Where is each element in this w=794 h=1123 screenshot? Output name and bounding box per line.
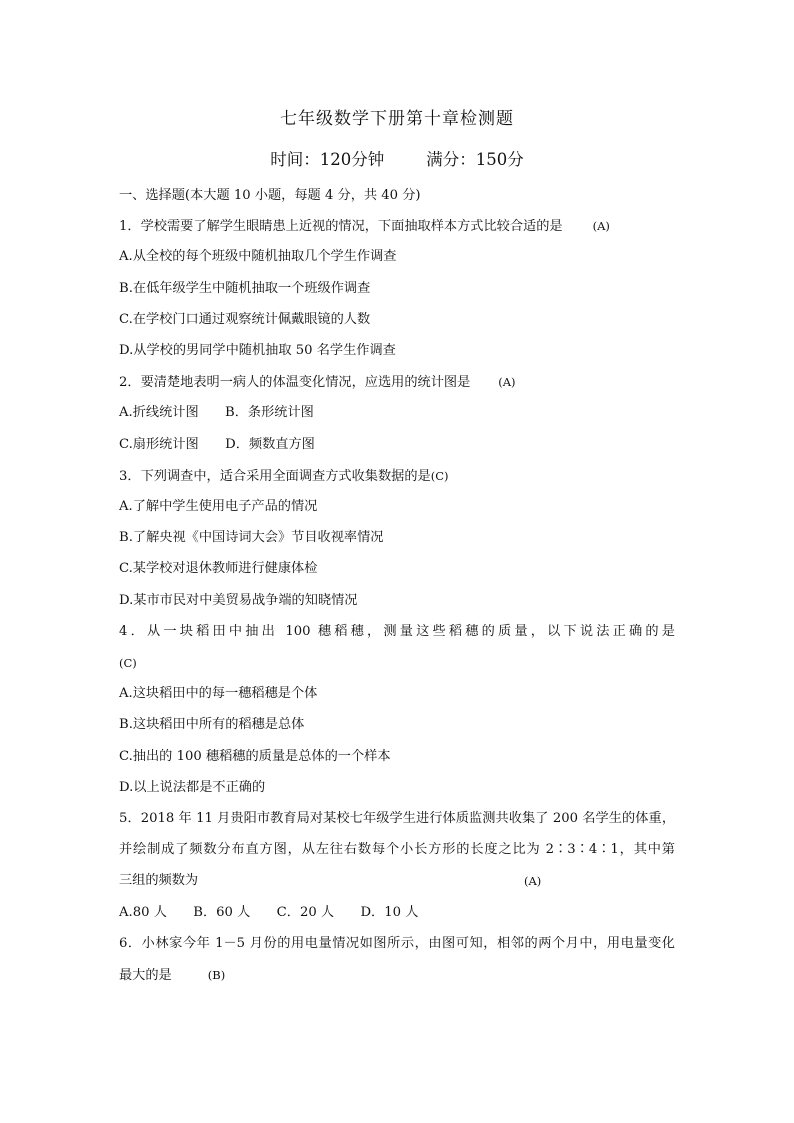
question-1-option-b: B.在低年级学生中随机抽取一个班级作调查 <box>119 281 371 296</box>
question-6-text: 最大的是 <box>119 968 172 983</box>
section-heading: 一、选择题(本大题 10 小题，每题 4 分，共 40 分) <box>119 188 421 203</box>
question-3-option-b: B.了解央视《中国诗词大会》节目收视率情况 <box>119 530 384 545</box>
question-4-option-a: A.这块稻田中的每一穗稻穗是个体 <box>119 686 318 701</box>
question-5-answer: (A) <box>524 874 542 888</box>
question-4-stem: 4．从一块稻田中抽出 100 穗稻穗，测量这些稻穗的质量，以下说法正确的是 <box>119 624 675 639</box>
question-4-option-b: B.这块稻田中所有的稻穗是总体 <box>119 717 305 732</box>
question-6-line-1: 6．小林家今年 1－5 月份的用电量情况如图所示，由图可知，相邻的两个月中，用电量变化 <box>119 936 675 951</box>
question-5-line-3: 三组的频数为 <box>119 873 199 888</box>
question-3-text: 3．下列调查中，适合采用全面调查方式收集数据的是 <box>119 469 431 484</box>
question-1-option-c: C.在学校门口通过观察统计佩戴眼镜的人数 <box>119 312 371 327</box>
question-2-text: 2．要清楚地表明一病人的体温变化情况，应选用的统计图是 <box>119 375 471 390</box>
question-1-stem <box>119 216 610 237</box>
question-4-answer: (C) <box>119 656 137 670</box>
question-1-option-a: A.从全校的每个班级中随机抽取几个学生作调查 <box>119 249 397 264</box>
question-5-options: A.80 人 B．60 人 C．20 人 D．10 人 <box>119 905 419 920</box>
exam-score: 满分：150分 <box>426 150 524 169</box>
question-4-option-c: C.抽出的 100 穗稻穗的质量是总体的一个样本 <box>119 749 391 764</box>
question-6-line-2 <box>119 965 225 986</box>
question-6-answer: (B) <box>207 968 226 982</box>
question-3-option-d: D.某市市民对中美贸易战争端的知晓情况 <box>119 593 358 608</box>
question-4-option-d: D.以上说法都是不正确的 <box>119 780 266 795</box>
question-3-answer: (C) <box>430 469 449 483</box>
question-2-stem <box>119 372 516 393</box>
question-2-answer: (A) <box>498 375 516 389</box>
question-5-line-2: 并绘制成了频数分布直方图，从左往右数每个小长方形的长度之比为 2∶3∶4∶1，其中第 <box>119 842 675 857</box>
question-1-option-d: D.从学校的男同学中随机抽取 50 名学生作调查 <box>119 343 396 358</box>
page-title: 七年级数学下册第十章检测题 <box>280 109 514 129</box>
question-1-text: 1．学校需要了解学生眼睛患上近视的情况，下面抽取样本方式比较合适的是 <box>119 219 563 234</box>
question-3-option-a: A.了解中学生使用电子产品的情况 <box>119 499 318 514</box>
question-2-options-ab: A.折线统计图 B．条形统计图 <box>119 405 314 420</box>
question-2-options-cd: C.扇形统计图 D．频数直方图 <box>119 437 315 452</box>
exam-info <box>0 146 794 170</box>
question-3-option-c: C.某学校对退休教师进行健康体检 <box>119 561 318 576</box>
question-5-line-1: 5．2018 年 11 月贵阳市教育局对某校七年级学生进行体质监测共收集了 200 名学生的体重， <box>119 811 675 826</box>
question-3-stem <box>119 466 448 487</box>
question-1-answer: (A) <box>592 219 610 233</box>
exam-time: 时间：120分钟 <box>270 150 385 169</box>
